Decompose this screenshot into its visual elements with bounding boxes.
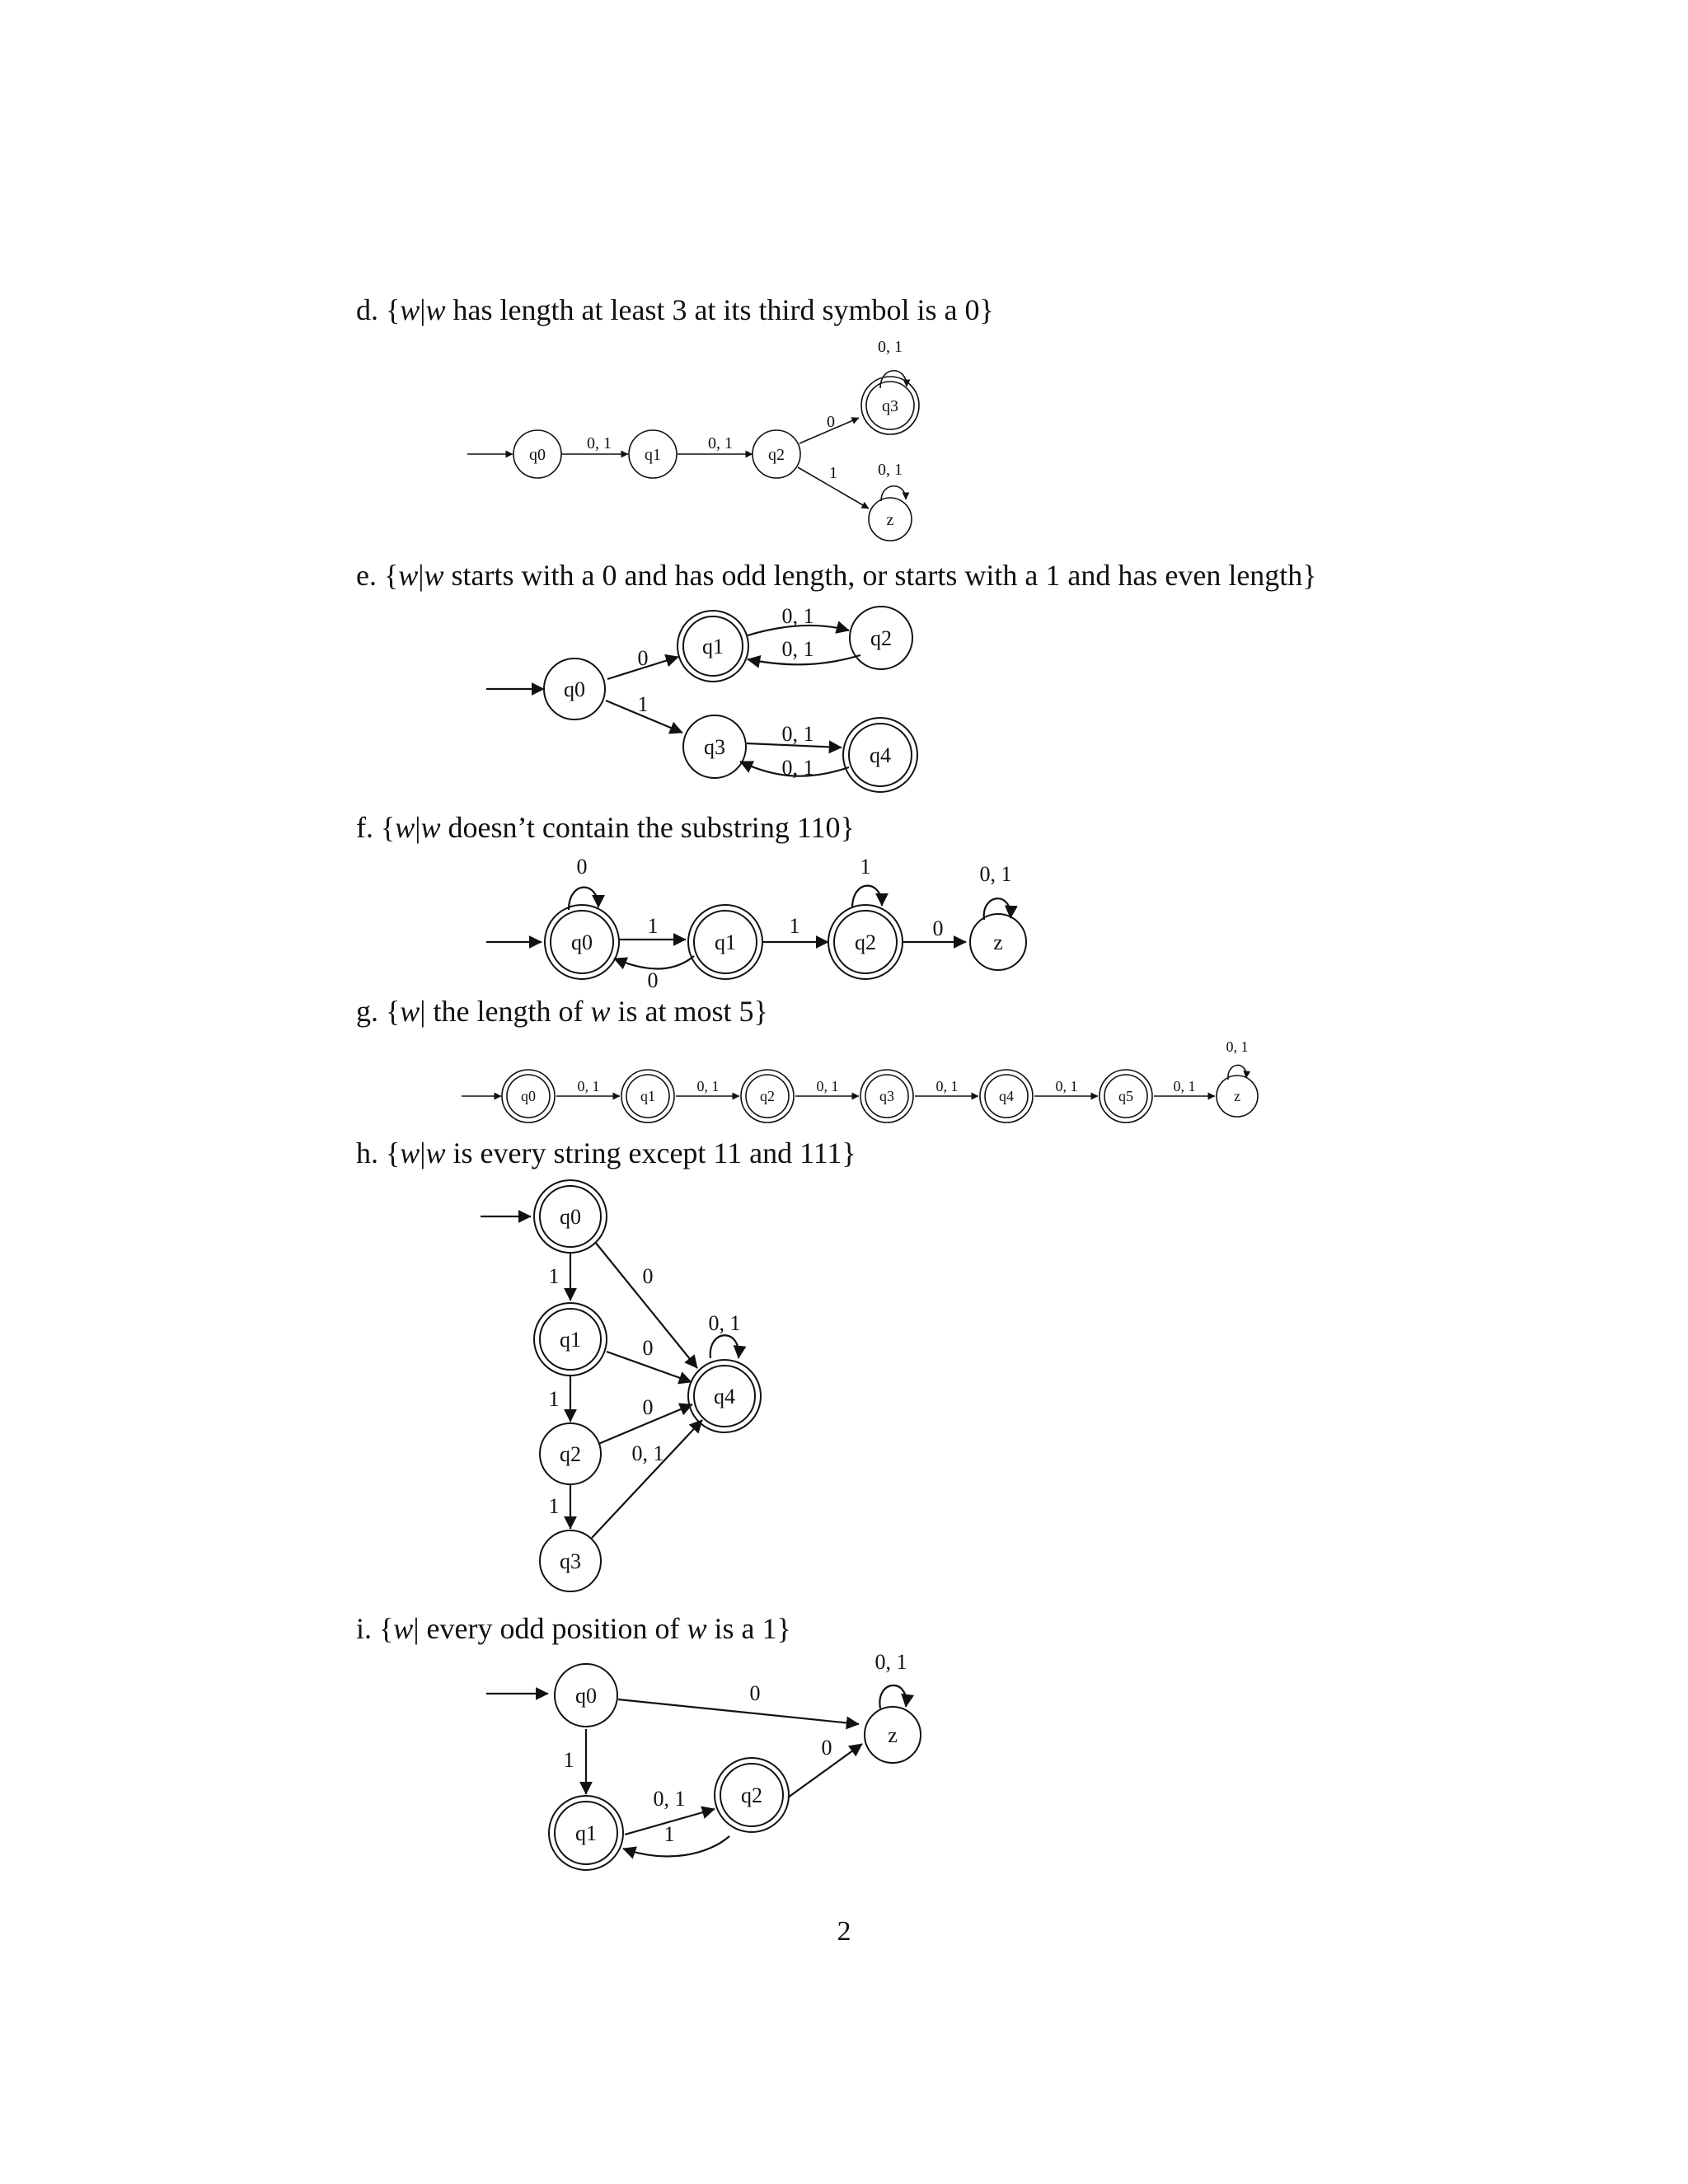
transition-label: 0, 1: [1226, 1038, 1249, 1055]
state-label-q1: q1: [640, 1088, 655, 1104]
state-label-q3: q3: [882, 397, 898, 415]
transition-label: 1: [663, 1822, 675, 1846]
transition-label: 0, 1: [878, 338, 903, 356]
transition-label: 1: [829, 464, 837, 482]
state-label-q3: q3: [704, 735, 725, 759]
problem-d-heading: d. {w|w has length at least 3 at its third symbol is a 0}: [356, 293, 994, 326]
transition-label: 1: [647, 914, 659, 938]
state-label-q4: q4: [870, 743, 891, 767]
state-label-q4: q4: [999, 1088, 1014, 1104]
state-label-q0: q0: [560, 1205, 581, 1229]
transition-label: 0, 1: [1055, 1078, 1078, 1094]
state-label-z: z: [993, 930, 1003, 954]
state-label-q0: q0: [521, 1088, 536, 1104]
transition-label: 0, 1: [935, 1078, 959, 1094]
transition-label: 0, 1: [781, 722, 814, 746]
state-label-q2: q2: [741, 1783, 762, 1807]
problem-i-heading: i. {w| every odd position of w is a 1}: [356, 1612, 791, 1645]
state-label-q0: q0: [564, 677, 585, 701]
transition-label: 0, 1: [979, 862, 1012, 886]
state-label-q2: q2: [560, 1442, 581, 1466]
state-label-q1: q1: [575, 1821, 597, 1845]
state-label-q2: q2: [855, 930, 876, 954]
transition-label: 0, 1: [1173, 1078, 1196, 1094]
transition-label: 0: [642, 1264, 654, 1288]
state-label-q4: q4: [714, 1385, 735, 1408]
transition-label: 0, 1: [631, 1441, 664, 1465]
state-label-q3: q3: [879, 1088, 894, 1104]
transition-label: 0, 1: [708, 434, 733, 452]
state-label-q1: q1: [715, 930, 736, 954]
transition-label: 0: [576, 855, 588, 879]
transition-label: 0: [821, 1736, 832, 1760]
state-label-q0: q0: [571, 930, 593, 954]
state-label-q2: q2: [768, 446, 785, 464]
transition-label: 0: [642, 1395, 654, 1419]
transition-label: 0: [637, 646, 649, 670]
state-label-q1: q1: [645, 446, 661, 464]
state-label-q2: q2: [760, 1088, 775, 1104]
state-label-z: z: [886, 511, 894, 529]
transition-label: 0, 1: [878, 461, 903, 479]
transition-label: 0, 1: [781, 756, 814, 780]
transition-label: 0: [647, 968, 659, 992]
problem-g-heading: g. {w| the length of w is at most 5}: [356, 995, 768, 1028]
transition-label: 0, 1: [708, 1311, 741, 1335]
state-label-q0: q0: [575, 1684, 597, 1708]
state-label-z: z: [888, 1723, 898, 1747]
transition-label: 1: [548, 1264, 560, 1288]
state-label-q2: q2: [870, 626, 892, 650]
problem-e-heading: e. {w|w starts with a 0 and has odd length, or starts with a 1 and has even length}: [356, 559, 1317, 592]
state-label-q0: q0: [529, 446, 546, 464]
transition-label: 1: [563, 1748, 574, 1772]
transition-label: 0: [932, 916, 944, 940]
transition-label: 0: [642, 1336, 654, 1360]
transition-label: 0, 1: [653, 1787, 686, 1811]
transition-label: 0, 1: [874, 1650, 907, 1674]
transition-label: 1: [637, 692, 649, 716]
state-label-q5: q5: [1118, 1088, 1133, 1104]
transition-label: 1: [860, 855, 871, 879]
transition-label: 1: [789, 914, 800, 938]
transition-label: 0, 1: [577, 1078, 600, 1094]
state-label-z: z: [1234, 1088, 1240, 1104]
problem-h-heading: h. {w|w is every string except 11 and 111}: [356, 1137, 856, 1169]
transition-label: 0: [749, 1681, 761, 1705]
transition-label: 1: [548, 1494, 560, 1518]
transition-label: 0: [827, 413, 835, 431]
state-label-q1: q1: [560, 1328, 581, 1352]
state-label-q3: q3: [560, 1549, 581, 1573]
transition-label: 0, 1: [696, 1078, 720, 1094]
transition-label: 1: [548, 1387, 560, 1411]
transition-label: 0, 1: [816, 1078, 839, 1094]
problem-f-heading: f. {w|w doesn’t contain the substring 110}: [356, 811, 855, 844]
transition-label: 0, 1: [781, 637, 814, 661]
transition-label: 0, 1: [587, 434, 612, 452]
transition-label: 0, 1: [781, 604, 814, 628]
state-label-q1: q1: [702, 635, 724, 658]
page-number: 2: [837, 1916, 851, 1947]
